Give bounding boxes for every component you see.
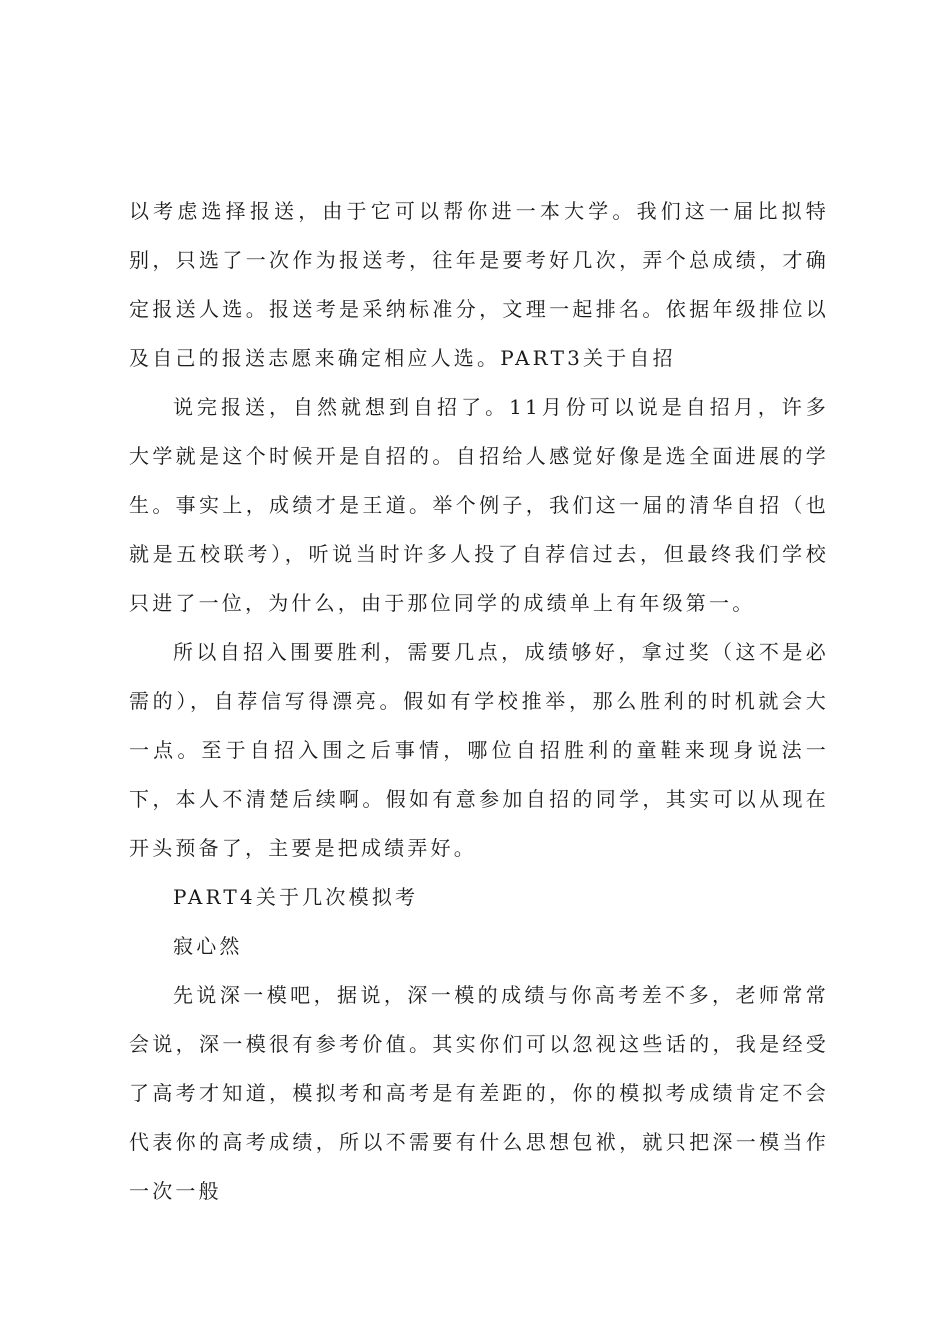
- paragraph: 说完报送，自然就想到自招了。11月份可以说是自招月，许多大学就是这个时候开是自招的。自招给人感觉好像是选全面进展的学生。事实上，成绩才是王道。举个例子，我们这一届的清华自招（也就是五校联考），听说当时许多人投了自荐信过去，但最终我们学校只进了一位，为什么，由于那位同学的成绩单上有年级第一。: [129, 395, 829, 615]
- section-heading: PART4关于几次模拟考: [173, 885, 419, 909]
- paragraph-continued: 以考虑选择报送，由于它可以帮你进一本大学。我们这一届比拟特别，只选了一次作为报送考，往年是要考好几次，弄个总成绩，才确定报送人选。报送考是采纳标准分，文理一起排名。依据年级排位以及自己的报送志愿来确定相应人选。PART3关于自招: [129, 199, 829, 370]
- document-body: [129, 187, 829, 1216]
- paragraph: 先说深一模吧，据说，深一模的成绩与你高考差不多，老师常常会说，深一模很有参考价值。其实你们可以忽视这些话的，我是经受了高考才知道，模拟考和高考是有差距的，你的模拟考成绩肯定不会代表你的高考成绩，所以不需要有什么思想包袱，就只把深一模当作一次一般: [129, 983, 829, 1203]
- author-name: 寂心然: [173, 934, 243, 958]
- paragraph: 所以自招入围要胜利，需要几点，成绩够好，拿过奖（这不是必需的），自荐信写得漂亮。假如有学校推举，那么胜利的时机就会大一点。至于自招入围之后事情，哪位自招胜利的童鞋来现身说法一下，本人不清楚后续啊。假如有意参加自招的同学，其实可以从现在开头预备了，主要是把成绩弄好。: [129, 640, 829, 860]
